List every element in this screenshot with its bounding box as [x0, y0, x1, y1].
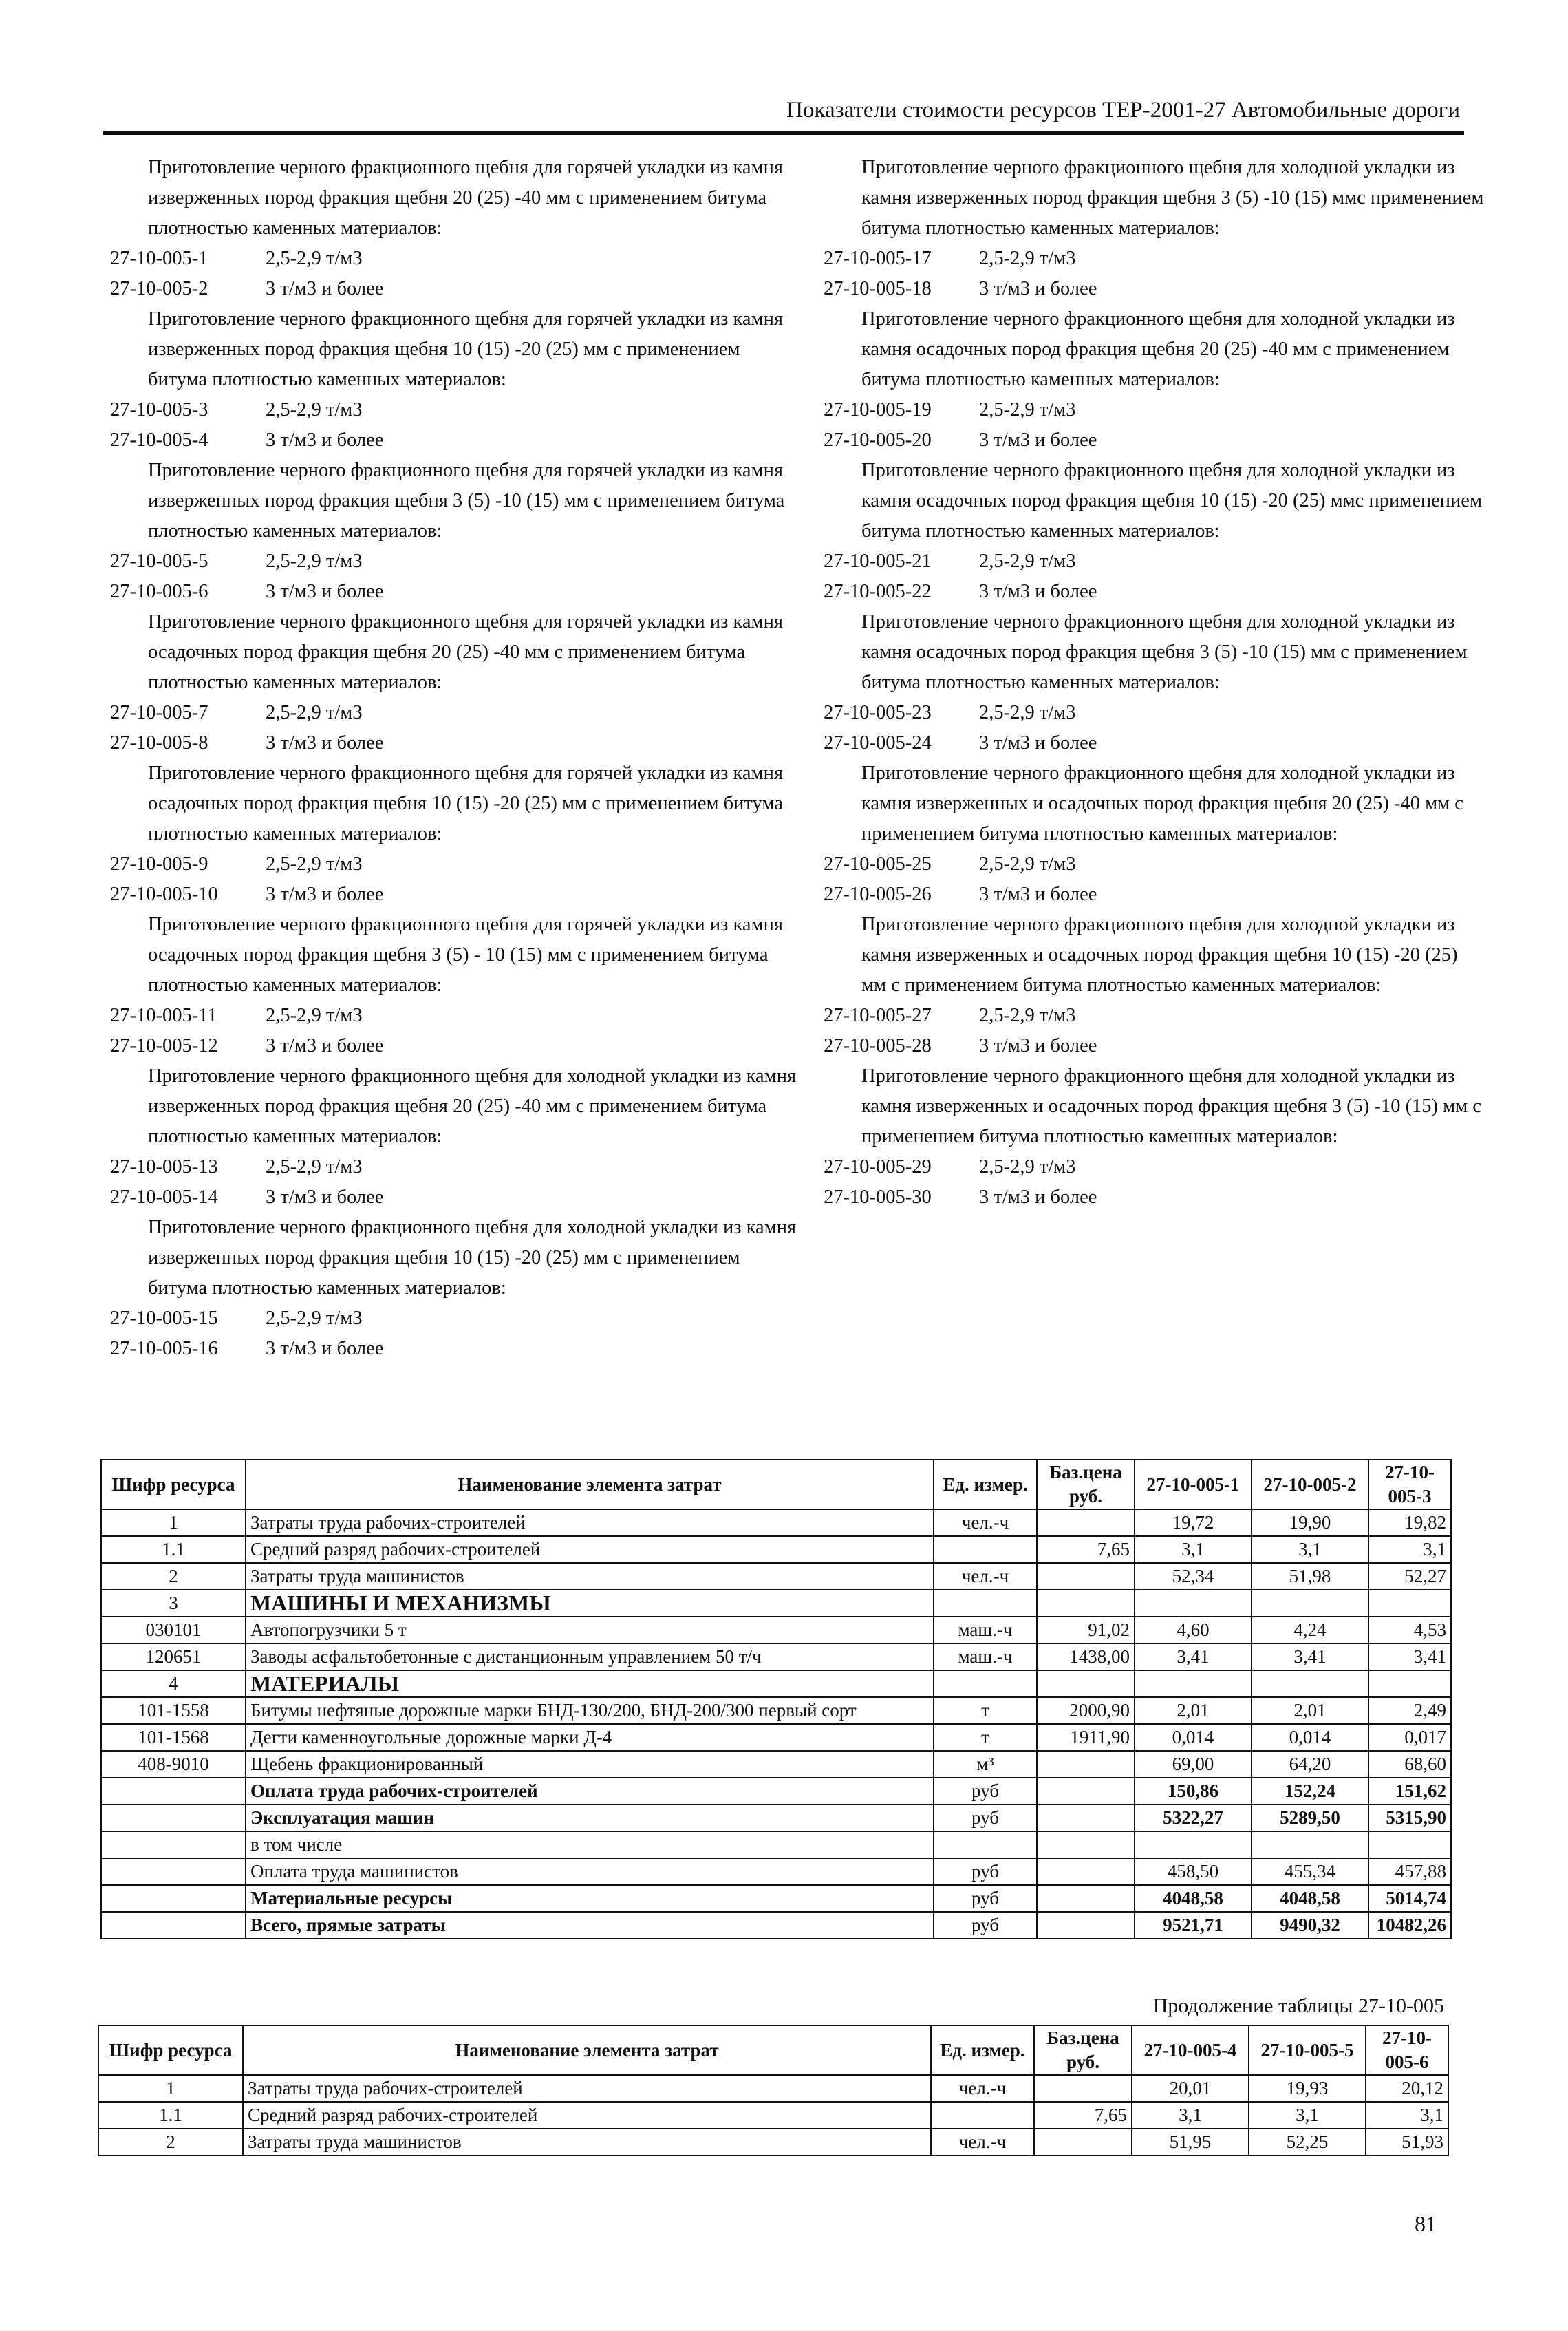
- resource-density: 2,5-2,9 т/м3: [979, 702, 1076, 723]
- resource-density: 3 т/м3 и более: [266, 1035, 384, 1056]
- resource-item: [110, 1303, 798, 1334]
- header-cell: 27-10-005-2: [1252, 1460, 1368, 1509]
- cost-element-name: Дегти каменноугольные дорожные марки Д-4: [246, 1724, 934, 1751]
- resource-item: [824, 546, 1484, 577]
- table-cell: 120651: [101, 1643, 246, 1670]
- resource-density: 2,5-2,9 т/м3: [266, 1156, 363, 1178]
- header-cell: Баз.цена руб.: [1037, 1460, 1135, 1509]
- table-cell: [1368, 1590, 1451, 1617]
- resource-group: [110, 1213, 798, 1364]
- table-cell: 1: [101, 1509, 246, 1536]
- table-row: [101, 1590, 1451, 1617]
- resource-density: 2,5-2,9 т/м3: [979, 551, 1076, 572]
- table-cell: 2,49: [1368, 1697, 1451, 1724]
- table-cell: 458,50: [1135, 1858, 1252, 1885]
- cost-element-name: Затраты труда рабочих-строителей: [243, 2075, 931, 2102]
- table-cell: 69,00: [1135, 1751, 1252, 1778]
- table-row: [101, 1617, 1451, 1643]
- table-row: [101, 1805, 1451, 1831]
- cost-element-name: Оплата труда машинистов: [246, 1858, 934, 1885]
- resource-group: [110, 304, 798, 456]
- table-cell: 51,98: [1252, 1563, 1368, 1590]
- table-cell: 64,20: [1252, 1751, 1368, 1778]
- table-cell: 4,24: [1252, 1617, 1368, 1643]
- resource-code: 27-10-005-27: [824, 1005, 932, 1026]
- table-cell: [101, 1858, 246, 1885]
- resource-code: 27-10-005-11: [110, 1005, 217, 1026]
- table-cell: чел.-ч: [934, 1509, 1037, 1536]
- resource-group: [824, 910, 1484, 1061]
- resource-item: [824, 1031, 1484, 1061]
- group-description: Приготовление черного фракционного щебня для холодной укладки из камня изверженных пород фракция щебня 20 (25) -40 мм с применением битума плотностью каменных материалов:: [148, 1065, 797, 1147]
- resource-density: 3 т/м3 и более: [979, 884, 1097, 905]
- resource-code: 27-10-005-21: [824, 551, 932, 572]
- table-row: [101, 1831, 1451, 1858]
- table-cell: 52,27: [1368, 1563, 1451, 1590]
- table-cell: [1135, 1831, 1252, 1858]
- header-cell: Шифр ресурса: [98, 2025, 243, 2075]
- resource-density: 3 т/м3 и более: [979, 429, 1097, 451]
- resource-density: 2,5-2,9 т/м3: [979, 1156, 1076, 1178]
- table-cell: 5322,27: [1135, 1805, 1252, 1831]
- resource-density: 2,5-2,9 т/м3: [979, 248, 1076, 269]
- cost-element-name: Затраты труда машинистов: [243, 2129, 931, 2156]
- table-cell: 3,1: [1132, 2102, 1249, 2129]
- group-description: Приготовление черного фракционного щебня для горячей укладки из камня изверженных пород фракция щебня 3 (5) -10 (15) мм с применением битума плотностью каменных материалов:: [148, 460, 785, 542]
- table-cell: 150,86: [1135, 1778, 1252, 1805]
- table-cell: 1911,90: [1037, 1724, 1135, 1751]
- resource-item: [824, 1152, 1484, 1182]
- table-cell: [1034, 2129, 1132, 2156]
- table-cell: чел.-ч: [934, 1563, 1037, 1590]
- table-cell: руб: [934, 1885, 1037, 1912]
- resource-density: 3 т/м3 и более: [979, 278, 1097, 299]
- table-cell: [1252, 1670, 1368, 1697]
- resource-code: 27-10-005-25: [824, 853, 932, 875]
- cost-element-name: Средний разряд рабочих-строителей: [246, 1536, 934, 1563]
- resource-density: 3 т/м3 и более: [266, 1186, 384, 1208]
- resource-item: [110, 577, 798, 607]
- resource-item: [824, 1001, 1484, 1031]
- resource-density: 3 т/м3 и более: [979, 1035, 1097, 1056]
- cost-element-name: Оплата труда рабочих-строителей: [246, 1778, 934, 1805]
- table-cell: 4: [101, 1670, 246, 1697]
- header-cell: Шифр ресурса: [101, 1460, 246, 1509]
- resource-group: [824, 607, 1484, 758]
- table-cell: [1037, 1912, 1135, 1939]
- table-cell: [101, 1912, 246, 1939]
- resource-code: 27-10-005-6: [110, 581, 208, 602]
- resource-code: 27-10-005-28: [824, 1035, 932, 1056]
- table-cell: 0,014: [1135, 1724, 1252, 1751]
- group-description: Приготовление черного фракционного щебня для горячей укладки из камня осадочных пород фракция щебня 10 (15) -20 (25) мм с применением битума плотностью каменных материалов:: [148, 763, 783, 844]
- header-cell: Ед. измер.: [931, 2025, 1034, 2075]
- table-cell: [1368, 1670, 1451, 1697]
- table-cell: 408-9010: [101, 1751, 246, 1778]
- resource-density: 3 т/м3 и более: [979, 732, 1097, 754]
- table-cell: 101-1568: [101, 1724, 246, 1751]
- group-description: Приготовление черного фракционного щебня для холодной укладки из камня изверженных и осадочных пород фракция щебня 10 (15) -20 (25) мм с применением битума плотностью каменных материалов:: [861, 914, 1458, 996]
- table-cell: 5014,74: [1368, 1885, 1451, 1912]
- header-cell: 27-10-005-5: [1249, 2025, 1366, 2075]
- resource-item: [824, 577, 1484, 607]
- resource-code: 27-10-005-30: [824, 1186, 932, 1208]
- header-cell: Наименование элемента затрат: [246, 1460, 934, 1509]
- table-cell: [1037, 1858, 1135, 1885]
- resource-density: 2,5-2,9 т/м3: [266, 248, 363, 269]
- left-resource-column: [110, 153, 798, 1364]
- table-cell: 19,90: [1252, 1509, 1368, 1536]
- table-row: [101, 1858, 1451, 1885]
- resource-item: [824, 698, 1484, 728]
- resource-density: 3 т/м3 и более: [266, 429, 384, 451]
- table-cell: 1.1: [98, 2102, 243, 2129]
- resource-code: 27-10-005-12: [110, 1035, 218, 1056]
- cost-element-name: Автопогрузчики 5 т: [246, 1617, 934, 1643]
- table-cell: [934, 1590, 1037, 1617]
- resource-item: [824, 728, 1484, 758]
- right-resource-column: [824, 153, 1484, 1213]
- table-row: [98, 2129, 1448, 2156]
- resource-item: [824, 1182, 1484, 1213]
- resource-item: [110, 1334, 798, 1364]
- resource-code: 27-10-005-3: [110, 399, 208, 421]
- table-cell: [934, 1831, 1037, 1858]
- resource-code: 27-10-005-1: [110, 248, 208, 269]
- resource-item: [110, 1182, 798, 1213]
- table-cell: 7,65: [1034, 2102, 1132, 2129]
- cost-element-name: Всего, прямые затраты: [246, 1912, 934, 1939]
- resource-item: [824, 425, 1484, 456]
- resource-item: [110, 1031, 798, 1061]
- cost-element-name: МАШИНЫ И МЕХАНИЗМЫ: [246, 1590, 934, 1617]
- header-cell: 27-10-005-3: [1368, 1460, 1451, 1509]
- resource-code: 27-10-005-10: [110, 884, 218, 905]
- table-row: [101, 1697, 1451, 1724]
- group-description: Приготовление черного фракционного щебня для холодной укладки из камня осадочных пород фракция щебня 10 (15) -20 (25) ммс применением битума плотностью каменных материалов:: [861, 460, 1482, 542]
- resource-code: 27-10-005-5: [110, 551, 208, 572]
- group-description: Приготовление черного фракционного щебня для горячей укладки из камня осадочных пород фракция щебня 3 (5) - 10 (15) мм с применением битума плотностью каменных материалов:: [148, 914, 783, 996]
- table-cell: 151,62: [1368, 1778, 1451, 1805]
- group-description: Приготовление черного фракционного щебня для холодной укладки из камня изверженных пород фракция щебня 10 (15) -20 (25) мм с применением битума плотностью каменных материалов:: [148, 1217, 797, 1299]
- table-cell: 3,1: [1252, 1536, 1368, 1563]
- resource-density: 3 т/м3 и более: [979, 1186, 1097, 1208]
- header-cell: Наименование элемента затрат: [243, 2025, 931, 2075]
- resource-group: [824, 304, 1484, 456]
- resource-group: [824, 1061, 1484, 1213]
- resource-code: 27-10-005-15: [110, 1308, 218, 1329]
- table-cell: [1368, 1831, 1451, 1858]
- table-cell: м³: [934, 1751, 1037, 1778]
- resource-item: [110, 1152, 798, 1182]
- table-cell: [1037, 1805, 1135, 1831]
- cost-element-name: Эксплуатация машин: [246, 1805, 934, 1831]
- table-cell: 10482,26: [1368, 1912, 1451, 1939]
- table-cell: 3,41: [1135, 1643, 1252, 1670]
- cost-element-name: Затраты труда машинистов: [246, 1563, 934, 1590]
- table-cell: [1252, 1590, 1368, 1617]
- cost-element-name: Битумы нефтяные дорожные марки БНД-130/200, БНД-200/300 первый сорт: [246, 1697, 934, 1724]
- resource-code: 27-10-005-20: [824, 429, 932, 451]
- table-cell: 1438,00: [1037, 1643, 1135, 1670]
- table-cell: 0,014: [1252, 1724, 1368, 1751]
- table-cell: 2: [101, 1563, 246, 1590]
- table-row: [101, 1751, 1451, 1778]
- table-cell: 4048,58: [1252, 1885, 1368, 1912]
- table-cell: [101, 1885, 246, 1912]
- resource-group: [110, 758, 798, 910]
- resource-item: [110, 698, 798, 728]
- cost-element-name: Средний разряд рабочих-строителей: [243, 2102, 931, 2129]
- table-cell: 51,95: [1132, 2129, 1249, 2156]
- table-row: [101, 1885, 1451, 1912]
- resource-group: [110, 153, 798, 304]
- table-cell: т: [934, 1697, 1037, 1724]
- resource-group: [824, 456, 1484, 607]
- table-cell: [1037, 1751, 1135, 1778]
- cost-table-main: [100, 1459, 1452, 1939]
- resource-code: 27-10-005-16: [110, 1338, 218, 1359]
- resource-item: [824, 395, 1484, 425]
- table-cell: [1037, 1509, 1135, 1536]
- table-cell: [1135, 1670, 1252, 1697]
- table-row: [101, 1724, 1451, 1751]
- table-cell: 51,93: [1366, 2129, 1448, 2156]
- header-cell: 27-10-005-6: [1366, 2025, 1448, 2075]
- resource-density: 2,5-2,9 т/м3: [266, 853, 363, 875]
- resource-item: [824, 849, 1484, 880]
- table-cell: 101-1558: [101, 1697, 246, 1724]
- group-description: Приготовление черного фракционного щебня для холодной укладки из камня изверженных и осадочных пород фракция щебня 20 (25) -40 мм с применением битума плотностью каменных материалов:: [861, 763, 1463, 844]
- table-header-row: [101, 1460, 1451, 1509]
- resource-density: 2,5-2,9 т/м3: [979, 853, 1076, 875]
- table-cell: 4,60: [1135, 1617, 1252, 1643]
- table-cell: 5289,50: [1252, 1805, 1368, 1831]
- table-row: [101, 1643, 1451, 1670]
- resource-code: 27-10-005-29: [824, 1156, 932, 1178]
- table-row: [101, 1912, 1451, 1939]
- group-description: Приготовление черного фракционного щебня для горячей укладки из камня изверженных пород фракция щебня 20 (25) -40 мм с применением битума плотностью каменных материалов:: [148, 157, 783, 239]
- table-row: [98, 2075, 1448, 2102]
- resource-density: 2,5-2,9 т/м3: [266, 702, 363, 723]
- resource-density: 2,5-2,9 т/м3: [266, 399, 363, 421]
- table-cell: 3,41: [1252, 1643, 1368, 1670]
- cost-element-name: Заводы асфальтобетонные с дистанционным управлением 50 т/ч: [246, 1643, 934, 1670]
- resource-code: 27-10-005-9: [110, 853, 208, 875]
- resource-item: [110, 880, 798, 910]
- table-cell: [931, 2102, 1034, 2129]
- table-cell: чел.-ч: [931, 2075, 1034, 2102]
- table-cell: 3: [101, 1590, 246, 1617]
- table-cell: 9521,71: [1135, 1912, 1252, 1939]
- resource-density: 3 т/м3 и более: [266, 732, 384, 754]
- table-cell: 52,34: [1135, 1563, 1252, 1590]
- table-cell: [1037, 1670, 1135, 1697]
- table-cell: [101, 1778, 246, 1805]
- table-cell: 2,01: [1252, 1697, 1368, 1724]
- continuation-title: Продолжение таблицы 27-10-005: [1152, 1994, 1444, 2017]
- table-cell: [1135, 1590, 1252, 1617]
- group-description: Приготовление черного фракционного щебня для холодной укладки из камня изверженных пород фракция щебня 3 (5) -10 (15) ммс применением битума плотностью каменных материалов:: [861, 157, 1484, 239]
- cost-element-name: Щебень фракционированный: [246, 1751, 934, 1778]
- table-cell: 152,24: [1252, 1778, 1368, 1805]
- page-header-title: Показатели стоимости ресурсов ТЕР-2001-27 Автомобильные дороги: [786, 98, 1460, 123]
- table-cell: маш.-ч: [934, 1643, 1037, 1670]
- table-cell: маш.-ч: [934, 1617, 1037, 1643]
- table-cell: [1037, 1778, 1135, 1805]
- resource-item: [824, 244, 1484, 274]
- page-number: 81: [1415, 2211, 1437, 2236]
- table-cell: [101, 1805, 246, 1831]
- table-cell: [1037, 1885, 1135, 1912]
- table-cell: [1037, 1590, 1135, 1617]
- resource-item: [110, 1001, 798, 1031]
- table-cell: 4,53: [1368, 1617, 1451, 1643]
- table-cell: 20,01: [1132, 2075, 1249, 2102]
- table-cell: 3,41: [1368, 1643, 1451, 1670]
- table-cell: 2000,90: [1037, 1697, 1135, 1724]
- table-cell: чел.-ч: [931, 2129, 1034, 2156]
- header-cell: Ед. измер.: [934, 1460, 1037, 1509]
- resource-code: 27-10-005-14: [110, 1186, 218, 1208]
- resource-density: 3 т/м3 и более: [266, 278, 384, 299]
- resource-code: 27-10-005-8: [110, 732, 208, 754]
- group-description: Приготовление черного фракционного щебня для горячей укладки из камня осадочных пород фракция щебня 20 (25) -40 мм с применением битума плотностью каменных материалов:: [148, 611, 783, 693]
- table-cell: 5315,90: [1368, 1805, 1451, 1831]
- resource-code: 27-10-005-7: [110, 702, 208, 723]
- resource-code: 27-10-005-22: [824, 581, 932, 602]
- table-cell: руб: [934, 1805, 1037, 1831]
- resource-item: [110, 274, 798, 304]
- resource-item: [110, 546, 798, 577]
- resource-code: 27-10-005-4: [110, 429, 208, 451]
- table-cell: 457,88: [1368, 1858, 1451, 1885]
- resource-density: 3 т/м3 и более: [266, 884, 384, 905]
- resource-density: 3 т/м3 и более: [266, 581, 384, 602]
- table-cell: 91,02: [1037, 1617, 1135, 1643]
- table-cell: 030101: [101, 1617, 246, 1643]
- resource-group: [824, 153, 1484, 304]
- table-cell: 19,93: [1249, 2075, 1366, 2102]
- resource-item: [110, 849, 798, 880]
- resource-item: [110, 244, 798, 274]
- resource-code: 27-10-005-23: [824, 702, 932, 723]
- resource-density: 2,5-2,9 т/м3: [979, 399, 1076, 421]
- group-description: Приготовление черного фракционного щебня для холодной укладки из камня осадочных пород фракция щебня 20 (25) -40 мм с применением битума плотностью каменных материалов:: [861, 308, 1455, 390]
- resource-item: [110, 425, 798, 456]
- resource-density: 2,5-2,9 т/м3: [266, 551, 363, 572]
- table-cell: 1: [98, 2075, 243, 2102]
- cost-element-name: МАТЕРИАЛЫ: [246, 1670, 934, 1697]
- cost-element-name: Материальные ресурсы: [246, 1885, 934, 1912]
- table-row: [101, 1778, 1451, 1805]
- resource-code: 27-10-005-17: [824, 248, 932, 269]
- resource-code: 27-10-005-24: [824, 732, 932, 754]
- table-cell: 2: [98, 2129, 243, 2156]
- resource-density: 2,5-2,9 т/м3: [979, 1005, 1076, 1026]
- header-cell: 27-10-005-4: [1132, 2025, 1249, 2075]
- header-cell: Баз.цена руб.: [1034, 2025, 1132, 2075]
- table-header-row: [98, 2025, 1448, 2075]
- cost-element-name: в том числе: [246, 1831, 934, 1858]
- resource-density: 2,5-2,9 т/м3: [266, 1005, 363, 1026]
- cost-element-name: Затраты труда рабочих-строителей: [246, 1509, 934, 1536]
- table-cell: [1037, 1563, 1135, 1590]
- resource-item: [110, 395, 798, 425]
- table-cell: 52,25: [1249, 2129, 1366, 2156]
- table-row: [98, 2102, 1448, 2129]
- table-cell: 3,1: [1135, 1536, 1252, 1563]
- table-cell: 68,60: [1368, 1751, 1451, 1778]
- resource-item: [110, 728, 798, 758]
- table-cell: [1037, 1831, 1135, 1858]
- table-cell: [934, 1536, 1037, 1563]
- table-cell: 3,1: [1368, 1536, 1451, 1563]
- group-description: Приготовление черного фракционного щебня для холодной укладки из камня осадочных пород фракция щебня 3 (5) -10 (15) мм с применением битума плотностью каменных материалов:: [861, 611, 1468, 693]
- group-description: Приготовление черного фракционного щебня для горячей укладки из камня изверженных пород фракция щебня 10 (15) -20 (25) мм с применением битума плотностью каменных материалов:: [148, 308, 783, 390]
- table-cell: руб: [934, 1778, 1037, 1805]
- table-cell: 455,34: [1252, 1858, 1368, 1885]
- resource-code: 27-10-005-2: [110, 278, 208, 299]
- table-cell: руб: [934, 1912, 1037, 1939]
- resource-item: [824, 274, 1484, 304]
- table-cell: 19,82: [1368, 1509, 1451, 1536]
- table-cell: 4048,58: [1135, 1885, 1252, 1912]
- resource-code: 27-10-005-18: [824, 278, 932, 299]
- table-row: [101, 1563, 1451, 1590]
- table-cell: 3,1: [1366, 2102, 1448, 2129]
- table-cell: 9490,32: [1252, 1912, 1368, 1939]
- table-cell: [1034, 2075, 1132, 2102]
- table-cell: т: [934, 1724, 1037, 1751]
- resource-item: [824, 880, 1484, 910]
- resource-density: 3 т/м3 и более: [266, 1338, 384, 1359]
- resource-code: 27-10-005-19: [824, 399, 932, 421]
- table-cell: 20,12: [1366, 2075, 1448, 2102]
- resource-density: 3 т/м3 и более: [979, 581, 1097, 602]
- resource-code: 27-10-005-26: [824, 884, 932, 905]
- resource-code: 27-10-005-13: [110, 1156, 218, 1178]
- resource-group: [110, 910, 798, 1061]
- table-row: [101, 1670, 1451, 1697]
- resource-group: [110, 1061, 798, 1213]
- resource-group: [110, 456, 798, 607]
- table-cell: [934, 1670, 1037, 1697]
- table-cell: руб: [934, 1858, 1037, 1885]
- table-cell: 1.1: [101, 1536, 246, 1563]
- table-cell: [101, 1831, 246, 1858]
- header-cell: 27-10-005-1: [1135, 1460, 1252, 1509]
- table-cell: 3,1: [1249, 2102, 1366, 2129]
- page-header: [103, 95, 1464, 135]
- table-row: [101, 1536, 1451, 1563]
- table-cell: 19,72: [1135, 1509, 1252, 1536]
- table-cell: 7,65: [1037, 1536, 1135, 1563]
- table-cell: [1252, 1831, 1368, 1858]
- table-row: [101, 1509, 1451, 1536]
- table-cell: 0,017: [1368, 1724, 1451, 1751]
- table-cell: 2,01: [1135, 1697, 1252, 1724]
- group-description: Приготовление черного фракционного щебня для холодной укладки из камня изверженных и осадочных пород фракция щебня 3 (5) -10 (15) мм с применением битума плотностью каменных материалов:: [861, 1065, 1482, 1147]
- resource-group: [824, 758, 1484, 910]
- cost-table-continuation: [98, 2025, 1449, 2156]
- resource-group: [110, 607, 798, 758]
- resource-density: 2,5-2,9 т/м3: [266, 1308, 363, 1329]
